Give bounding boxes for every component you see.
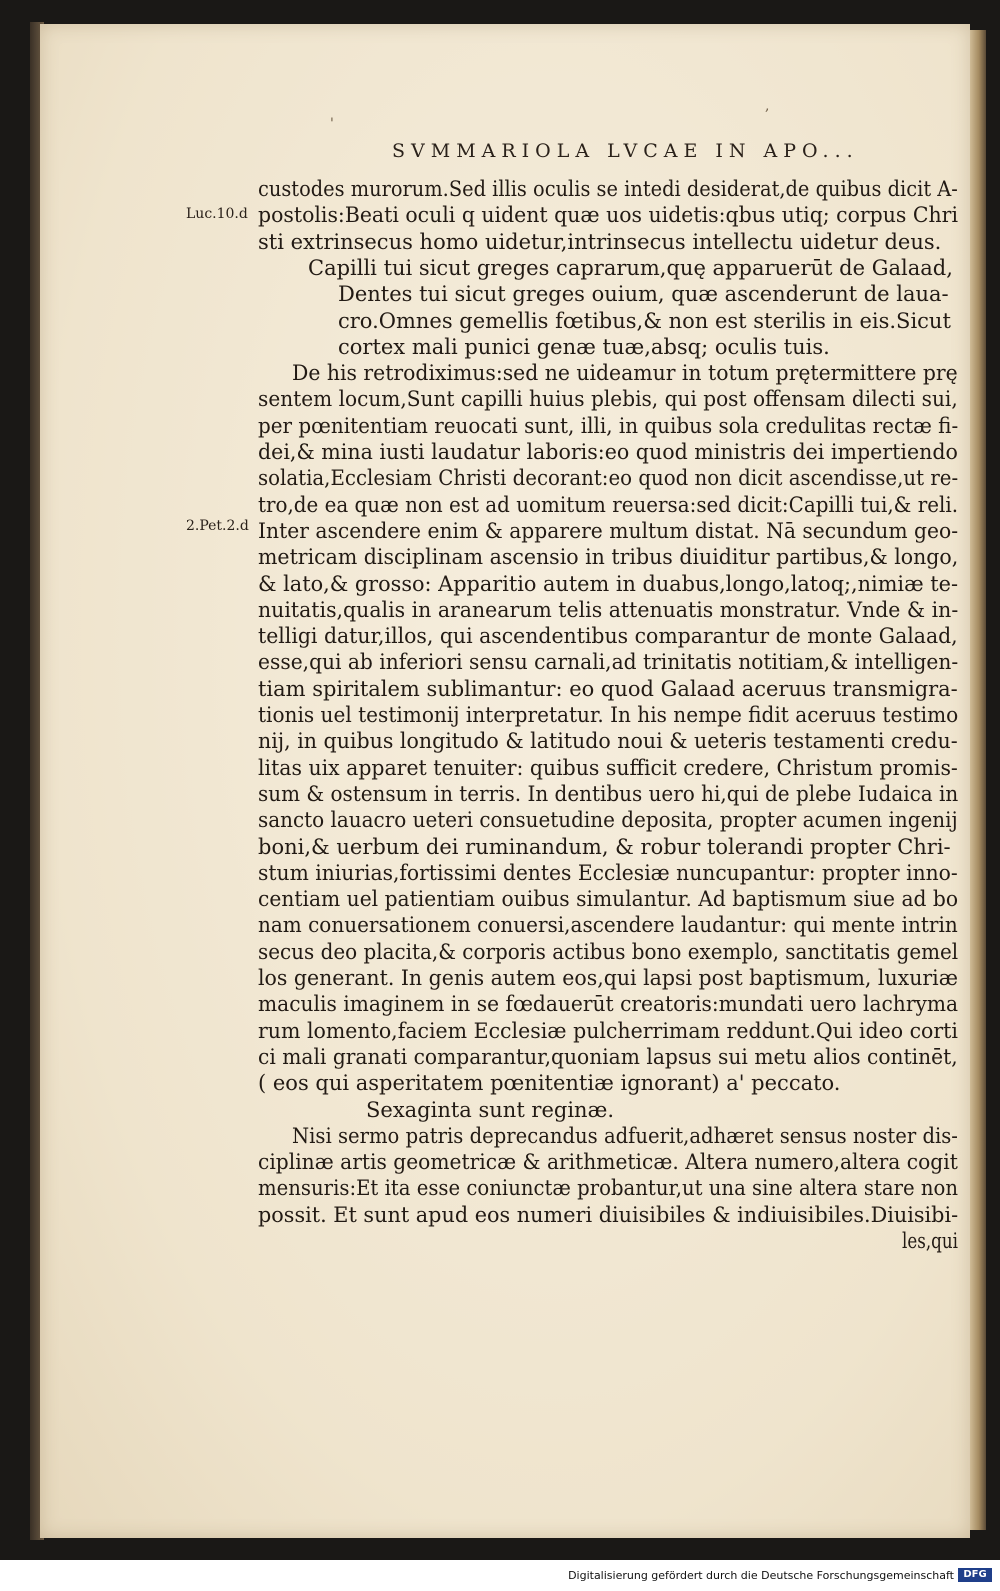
text-line: nij, in quibus longitudo & latitudo noui & ueteris testamenti credu- — [258, 729, 958, 754]
text-line: tiam spiritalem sublimantur: eo quod Galaad aceruus transmigra- — [258, 676, 958, 701]
text-line: postolis:Beati oculi q uident quæ uos uidetis:qbus utiq; corpus Chri — [258, 203, 958, 228]
text-line: sancto lauacro ueteri consuetudine deposita, propter acumen ingenij — [258, 808, 958, 833]
page-speck: ' — [330, 116, 334, 132]
text-line: Sexaginta sunt reginæ. — [366, 1097, 615, 1122]
text-line: mensuris:Et ita esse coniunctæ probantur,ut una sine altera stare non — [258, 1176, 958, 1201]
text-line: metricam disciplinam ascensio in tribus diuiditur partibus,& longo, — [258, 545, 959, 570]
text-line: ci mali granati comparantur,quoniam lapsus sui metu alios continēt, — [258, 1044, 958, 1069]
text-line: cro.Omnes gemellis fœtibus,& non est sterilis in eis.Sicut — [338, 308, 951, 333]
text-line: per pœnitentiam reuocati sunt, illi, in quibus sola credulitas rectæ fi- — [258, 413, 959, 438]
text-line: secus deo placita,& corporis actibus bono exemplo, sanctitatis gemel — [258, 939, 959, 964]
text-line: nam conuersationem conuersi,ascendere laudantur: qui mente intrin — [258, 913, 958, 938]
page-speck: , — [765, 98, 770, 114]
text-line: tionis uel testimonij interpretatur. In his nempe fidit aceruus testimo — [258, 703, 959, 727]
text-line: ( eos qui asperitatem pœnitentiæ ignorant) a' peccato. — [258, 1071, 841, 1096]
text-line: solatia,Ecclesiam Christi decorant:eo quod non dicit ascendisse,ut re- — [258, 466, 959, 491]
footer-bar — [0, 1560, 1000, 1591]
text-line: Dentes tui sicut greges ouium, quæ ascenderunt de laua- — [338, 282, 949, 307]
text-line: sentem locum,Sunt capilli huius plebis, qui post offensam dilecti sui, — [258, 387, 958, 412]
text-line: sum & ostensum in terris. In dentibus uero hi,qui de plebe Iudaica in — [258, 781, 959, 806]
text-line: tro,de ea quæ non est ad uomitum reuersa:sed dicit:Capilli tui,& reli. — [258, 492, 959, 517]
text-line: De his retrodiximus:sed ne uideamur in totum prętermittere prę — [292, 361, 958, 386]
text-line: & lato,& grosso: Apparitio autem in duabus,longo,latoq;,nimiæ te- — [258, 571, 958, 596]
text-line: telligi datur,illos, qui ascendentibus comparantur de monte Galaad, — [258, 624, 958, 649]
dfg-logo: DFG — [958, 1568, 992, 1582]
text-line: Inter ascendere enim & apparere multum distat. Nā secundum geo- — [258, 518, 959, 543]
text-line: possit. Et sunt apud eos numeri diuisibiles & indiuisibiles.Diuisibi- — [258, 1202, 959, 1227]
page-stack-edge — [968, 30, 986, 1530]
text-line: rum lomento,faciem Ecclesiæ pulcherrimam reddunt.Qui ideo corti — [258, 1018, 958, 1043]
footer-credit: Digitalisierung gefördert durch die Deutsche Forschungsgemeinschaft — [568, 1569, 954, 1582]
running-head: SVMMARIOLA LVCAE IN APO... — [392, 140, 859, 162]
text-line: boni,& uerbum dei ruminandum, & robur tolerandi propter Chri- — [258, 834, 951, 859]
text-line: Nisi sermo patris deprecandus adfuerit,adhæret sensus noster dis- — [292, 1123, 958, 1148]
text-line: maculis imaginem in se fœdauerūt creatoris:mundati uero lachryma — [258, 992, 959, 1017]
text-line: dei,& mina iusti laudatur laboris:eo quod ministris dei impertiendo — [258, 440, 958, 464]
text-line: centiam uel patientiam ouibus simulantur. Ad baptismum siue ad bo — [258, 887, 959, 912]
margin-note: Luc.10.d — [186, 206, 248, 222]
text-line: les,qui — [902, 1228, 959, 1253]
text-line: nuitatis,qualis in aranearum telis attenuatis monstratur. Vnde & in- — [258, 597, 959, 622]
text-line: esse,qui ab inferiori sensu carnali,ad trinitatis notitiam,& intelligen- — [258, 650, 959, 675]
text-line: custodes murorum.Sed illis oculis se intedi desiderat,de quibus dicit A- — [258, 177, 958, 201]
text-line: sti extrinsecus homo uidetur,intrinsecus intellectu uidetur deus. — [258, 229, 942, 254]
text-line: litas uix apparet tenuiter: quibus sufficit credere, Christum promis- — [258, 755, 958, 780]
text-line: los generant. In genis autem eos,qui lapsi post baptismum, luxuriæ — [258, 966, 958, 990]
text-line: cortex mali punici genæ tuæ,absq; oculis tuis. — [338, 334, 830, 359]
margin-note: 2.Pet.2.d — [186, 518, 249, 534]
text-line: Capilli tui sicut greges caprarum,quę apparuerūt de Galaad, — [308, 255, 953, 280]
text-line: ciplinæ artis geometricæ & arithmeticæ. Altera numero,altera cogit — [258, 1150, 958, 1175]
text-line: stum iniurias,fortissimi dentes Ecclesiæ nuncupantur: propter inno- — [258, 860, 958, 885]
